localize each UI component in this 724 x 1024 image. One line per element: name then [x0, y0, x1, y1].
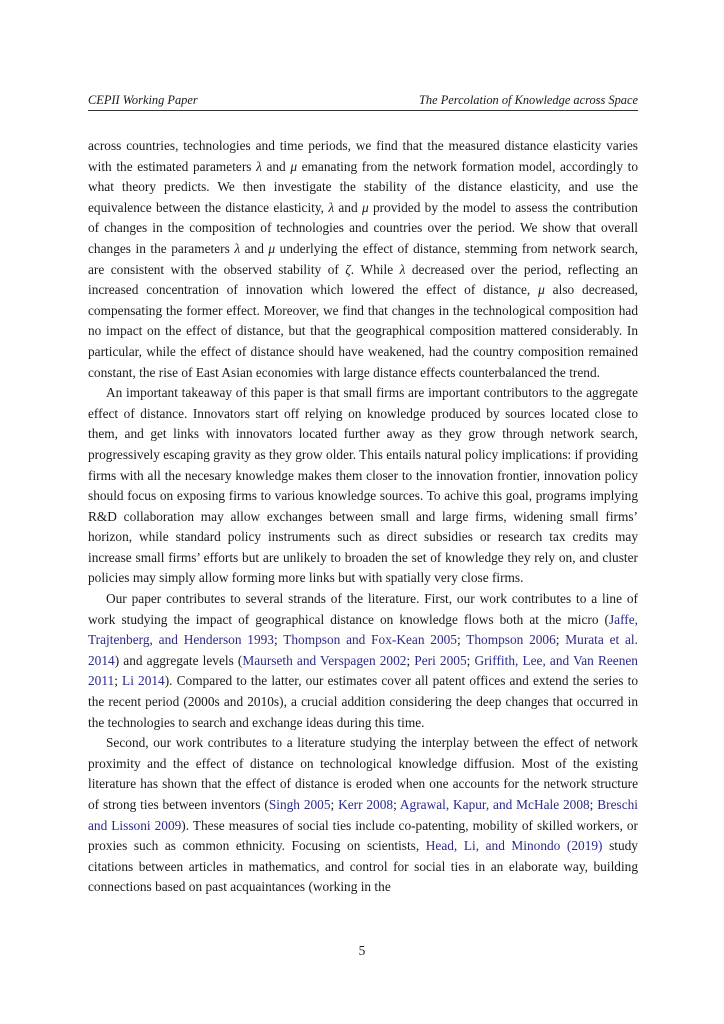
citation-link[interactable]: Thompson and Fox-Kean 2005 — [283, 632, 457, 648]
running-header — [88, 93, 638, 109]
citation-link[interactable]: Li 2014 — [122, 673, 165, 689]
paragraph-1: across countries, technologies and time periods, we find that the measured distance elasticity varies with the estimated parameters λ and μ emanating from the network formation model, accordingly to what theory predicts. We then investigate the stability of the distance elasticity, and use the equivalence between the distance elasticity, λ and μ provided by the model to assess the contribution of changes in the composition of technologies and countries over the period. We show that overall changes in the parameters λ and μ underlying the effect of distance, stemming from network search, are consistent with the observed stability of ζ. While λ decreased over the period, reflecting an increased concentration of innovation which lowered the effect of distance, μ also decreased, compensating the former effect. Moreover, we find that changes in the technological composition had no impact on the effect of distance, but that the geographical composition mattered considerably. In particular, while the effect of distance should have weakened, had the country composition remained constant, the rise of East Asian economies with large distance effects counterbalanced the trend. — [88, 138, 639, 380]
citation-link[interactable]: Singh 2005 — [268, 797, 331, 812]
body-text — [88, 136, 638, 898]
header-paper-title: The Percolation of Knowledge across Space — [419, 93, 638, 107]
header-rule — [88, 110, 638, 111]
citation-link[interactable]: Peri 2005 — [414, 652, 467, 668]
citation-link[interactable]: Breschi and Lissoni 2009 — [88, 797, 638, 833]
citation-link[interactable]: Head, Li, and Minondo (2019) — [425, 838, 603, 854]
paragraph-3: Our paper contributes to several strands of the literature. First, our work contributes to a line of work studying the impact of geographical distance on knowledge flows both at the micro (Jaffe, Trajtenberg, and Henderson 1993; Thompson and Fox-Kean 2005; Thompson 2006; Murata et al. 2014) and aggregate levels (Maurseth and Verspagen 2002; Peri 2005; Griffith, Lee, and Van Reenen 2011; Li 2014). Compared to the latter, our estimates cover all patent offices and extend the series to the recent period (2000s and 2010s), a crucial addition considering the deep changes that occurred in the technologies to search and exchange ideas during this time. — [88, 591, 638, 730]
page-number: 5 — [358, 943, 366, 958]
citation-link[interactable]: Thompson 2006 — [466, 632, 556, 648]
citation-link[interactable]: Agrawal, Kapur, and McHale 2008 — [399, 797, 590, 812]
citation-link[interactable]: Griffith, Lee, and Van Reenen 2011 — [88, 652, 638, 689]
citation-link[interactable]: Jaffe, Trajtenberg, and Henderson 1993 — [88, 611, 638, 648]
paragraph-4: Second, our work contributes to a literature studying the interplay between the effect of network proximity and the effect of distance on technological knowledge diffusion. Most of the existing literature has shown that the effect of distance is eroded when one accounts for the network structure of strong ties between inventors (Singh 2005; Kerr 2008; Agrawal, Kapur, and McHale 2008; Breschi and Lissoni 2009). These measures of social ties include co-patenting, mobility of skilled workers, or proxies such as common ethnicity. Focusing on scientists, Head, Li, and Minondo (2019) study citations between articles in mathematics, and control for social ties in an elaborate way, building connections based on past acquaintances (working in the — [88, 735, 639, 895]
header-series-title: CEPII Working Paper — [88, 93, 198, 107]
citation-link[interactable]: Kerr 2008 — [338, 797, 394, 812]
paragraph-2: An important takeaway of this paper is that small firms are important contributors to the aggregate effect of distance. Innovators start off relying on knowledge produced by sources located close to them, and get links with innovators located further away as they grow through network search, progressively escaping gravity as they grow older. This entails natural policy implications: if providing firms with all the necesary knowledge makes them closer to the innovation frontier, innovation policy should focus on exposing firms to various knowledge sources. To achive this goal, programs implying R&D collaboration may allow exchanges between small and large firms, widening small firms’ horizon, while standard policy instruments such as direct subsidies or research tax credits may increase small firms’ efforts but are unlikely to broaden the set of knowledge they rely on, and cluster policies may simply allow forming more links but with spatially very close firms. — [88, 385, 638, 586]
citation-link[interactable]: Maurseth and Verspagen 2002 — [242, 652, 407, 668]
citation-link[interactable]: Murata et al. 2014 — [88, 632, 638, 668]
